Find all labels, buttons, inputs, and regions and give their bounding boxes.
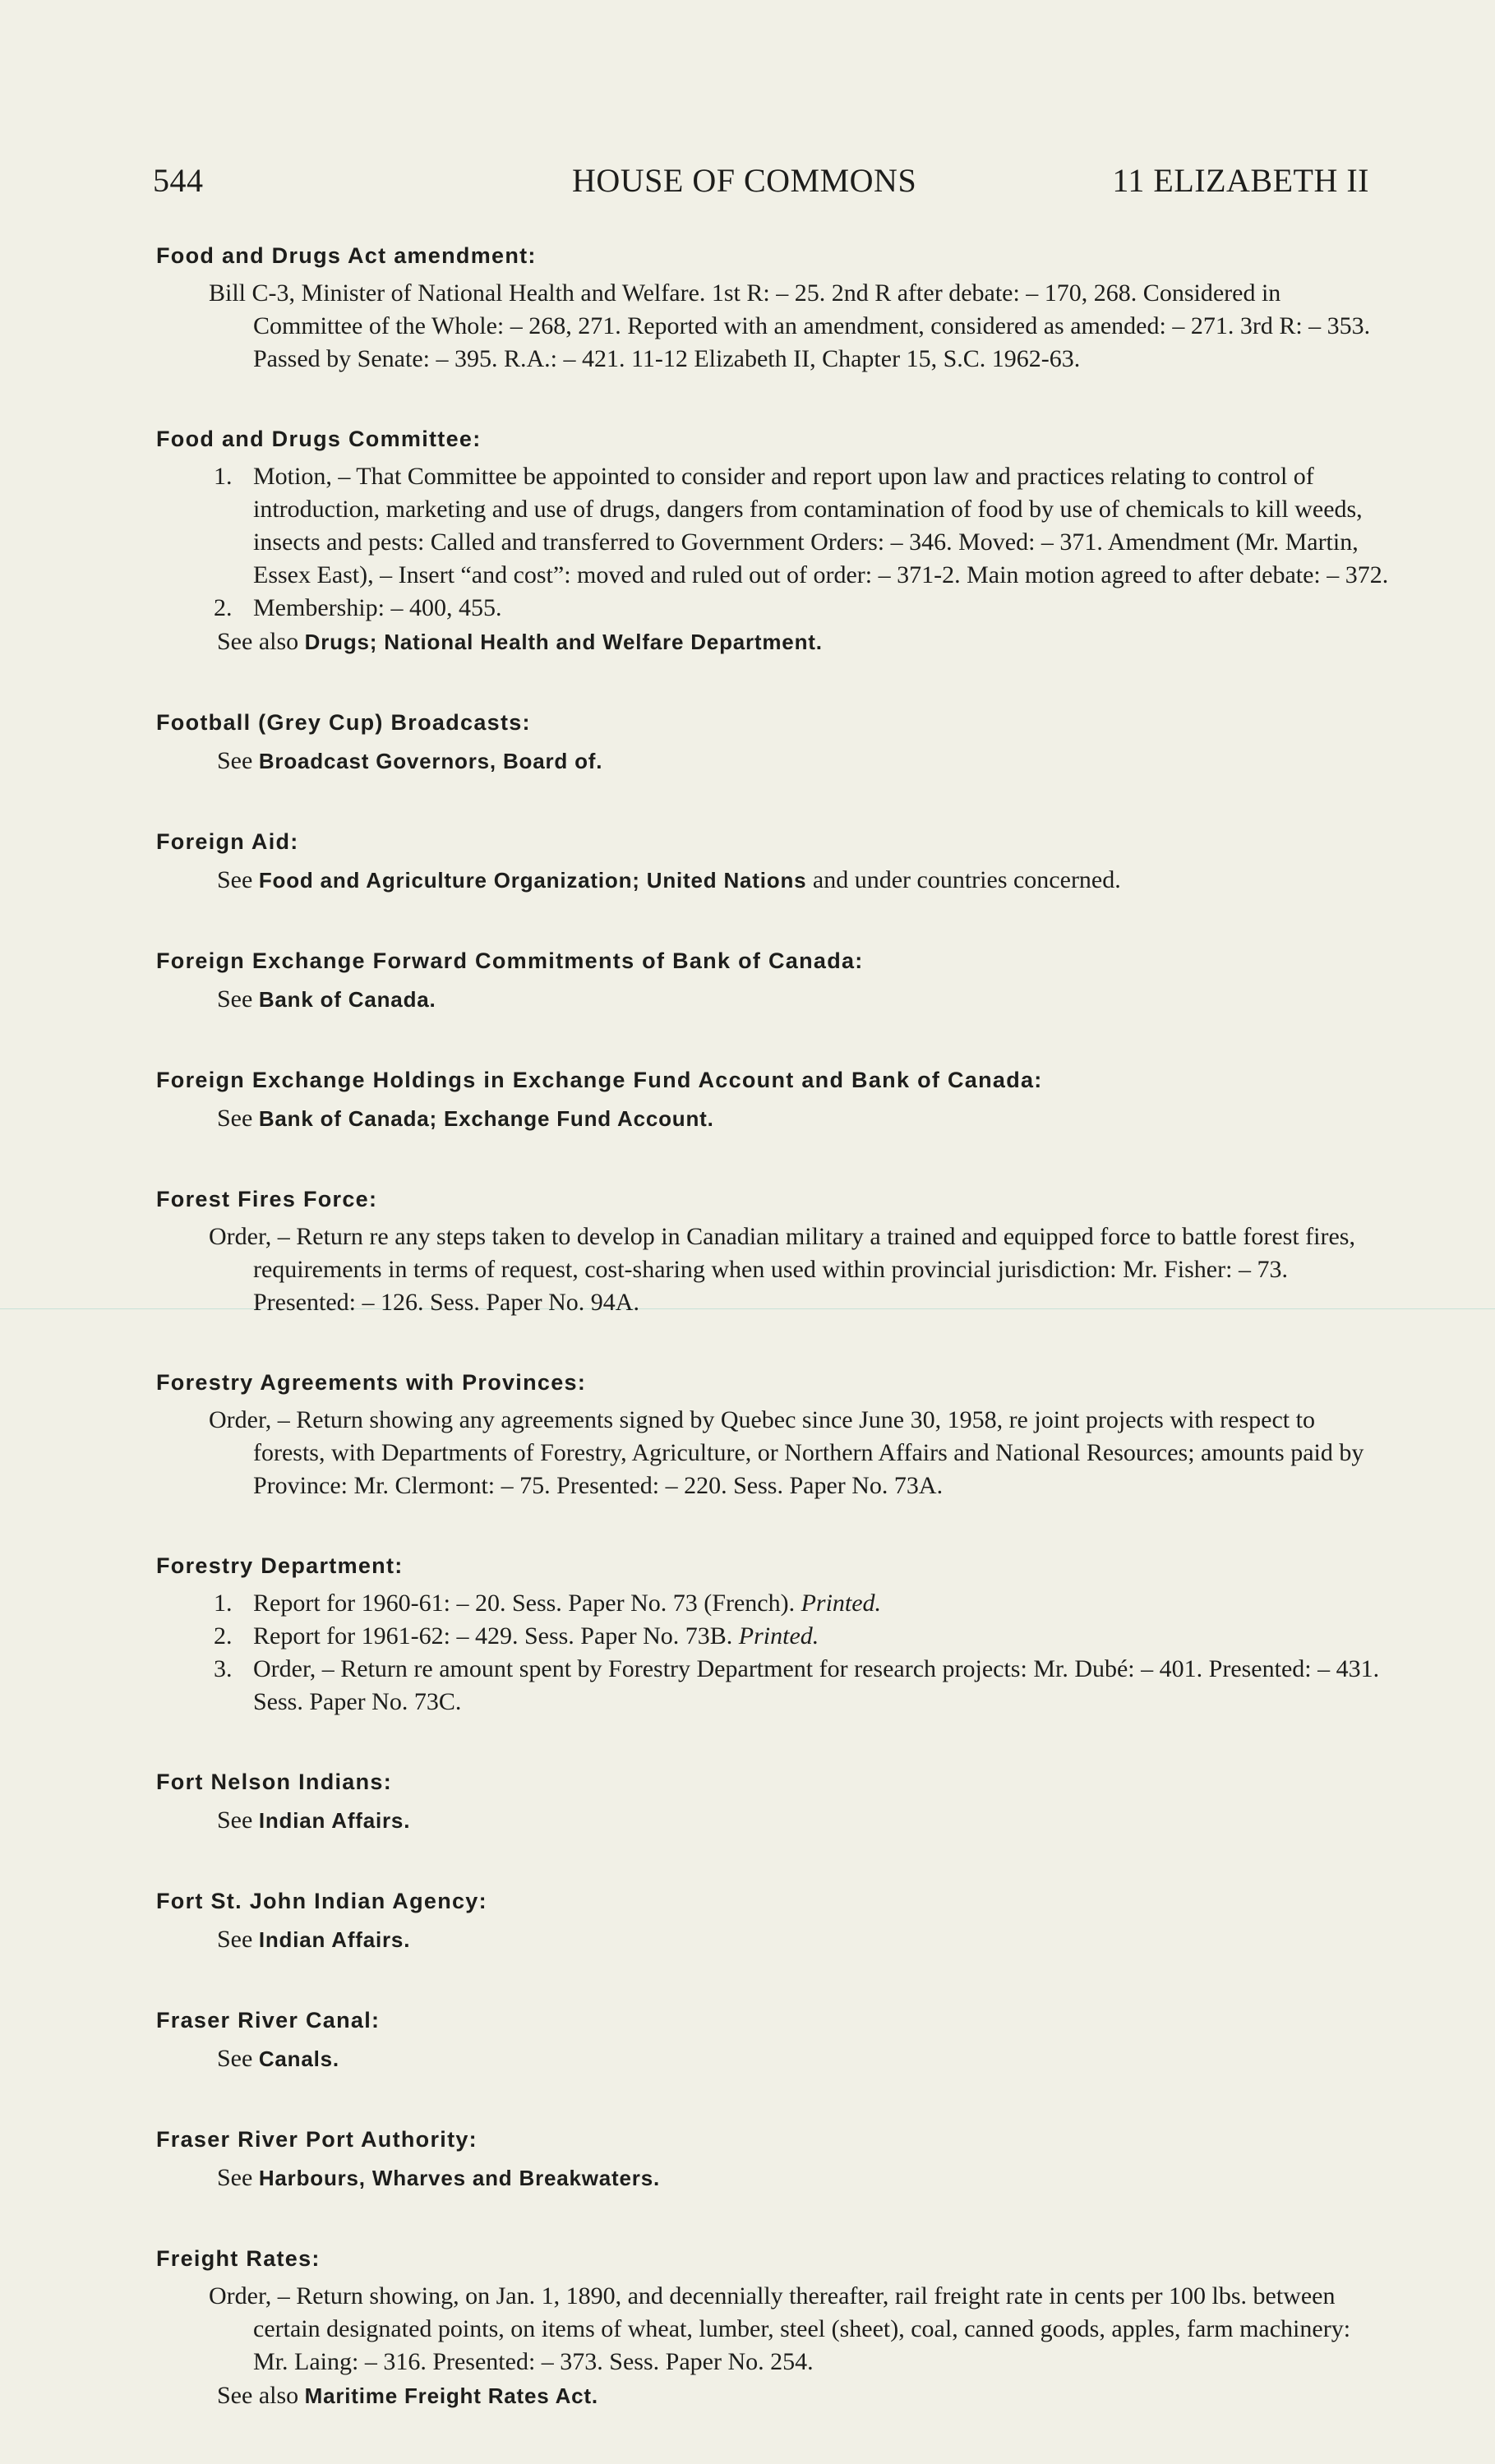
cross-reference: [217, 982, 1389, 1017]
see-target: Drugs; National Health and Welfare Department.: [304, 630, 823, 654]
see-target: Indian Affairs.: [258, 1927, 411, 1952]
index-entry: [156, 710, 1389, 778]
see-prefix: See also: [217, 2382, 299, 2409]
item-number: 2.: [214, 1622, 233, 1650]
see-prefix: See: [217, 1806, 253, 1834]
numbered-item: [214, 1653, 1389, 1719]
entry-heading: Forestry Agreements with Provinces:: [156, 1370, 587, 1395]
see-target: Broadcast Governors, Board of.: [258, 749, 603, 773]
cross-reference: [217, 1803, 1389, 1838]
entry-heading: Fraser River Port Authority:: [156, 2127, 478, 2152]
index-entry: [156, 1553, 1389, 1719]
see-prefix: See: [217, 2045, 253, 2072]
entry-item: Order, – Return showing, on Jan. 1, 1890, and decennially thereafter, rail freight rate in cents per 100 lbs. between certain designated points, on items of wheat, lumber, steel (sheet), coal, canned goods, apples, farm machinery: Mr. Laing: – 316. Presented: – 373. Sess. Paper No. 254.: [209, 2282, 1351, 2375]
numbered-item: [214, 1587, 1389, 1620]
item-number: 1.: [214, 463, 233, 490]
entry-heading: Forest Fires Force:: [156, 1187, 378, 1211]
item-text: Order, – Return re amount spent by Forestry Department for research projects: Mr. Dubé: – 401. Presented: – 431. Sess. Paper No. 73C.: [253, 1655, 1380, 1715]
index-entries: [156, 243, 1389, 2464]
entry-heading: Fraser River Canal:: [156, 2008, 381, 2033]
item-note: Printed.: [801, 1590, 882, 1617]
index-entry: [156, 2127, 1389, 2195]
index-entry: [156, 243, 1389, 376]
item-number: 3.: [214, 1655, 233, 1682]
cross-reference: [217, 2042, 1389, 2076]
cross-reference: [217, 2161, 1389, 2195]
entry-item: Order, – Return re any steps taken to develop in Canadian military a trained and equipped force to battle forest fires, requirements in terms of request, cost-sharing when used within provincial jurisdiction: Mr. Fisher: – 73. Presented: – 126. Sess. Paper No. 94A.: [209, 1223, 1355, 1316]
numbered-item: [214, 1620, 1389, 1653]
entry-item: Order, – Return showing any agreements signed by Quebec since June 30, 1958, re joint projects with respect to forests, with Departments of Forestry, Agriculture, or Northern Affairs and National Resources; amounts paid by Province: Mr. Clermont: – 75. Presented: – 220. Sess. Paper No. 73A.: [209, 1406, 1364, 1499]
see-prefix: See also: [217, 628, 299, 655]
see-target: Canals.: [258, 2046, 339, 2071]
see-target: Bank of Canada; Exchange Fund Account.: [258, 1106, 714, 1131]
cross-reference: [217, 863, 1389, 897]
numbered-item: [214, 592, 1389, 625]
cross-reference: [217, 1101, 1389, 1136]
entry-item: Bill C-3, Minister of National Health and Welfare. 1st R: – 25. 2nd R after debate: – 170, 268. Considered in Committee of the Whole: – 268, 271. Reported with an amendment, considered as amended: – 271. 3rd R: – 353. Passed by Senate: – 395. R.A.: – 421. 11-12 Elizabeth II, Chapter 15, S.C. 1962-63.: [209, 279, 1371, 372]
item-text: Membership: – 400, 455.: [253, 594, 502, 621]
item-text: Report for 1961-62: – 429. Sess. Paper No. 73B.: [253, 1622, 733, 1650]
see-prefix: See: [217, 2164, 253, 2191]
see-target: Maritime Freight Rates Act.: [304, 2383, 598, 2408]
entry-heading: Foreign Exchange Holdings in Exchange Fund Account and Bank of Canada:: [156, 1068, 1043, 1092]
item-number: 1.: [214, 1590, 233, 1617]
index-entry: [156, 1187, 1389, 1319]
index-entry: [156, 1370, 1389, 1502]
index-entry: [156, 1889, 1389, 1957]
entry-heading: Fort Nelson Indians:: [156, 1770, 393, 1794]
item-text: Motion, – That Committee be appointed to consider and report upon law and practices relating to control of introduction, marketing and use of drugs, dangers from contamination of food by use of chemicals to kill weeds, insects and pests: Called and transferred to Government Orders: – 346. Moved: – 371. Amendment (Mr. Martin, Essex East), – Insert “and cost”: moved and ruled out of order: – 371-2. Main motion agreed to after debate: – 372.: [253, 463, 1389, 588]
entry-heading: Foreign Exchange Forward Commitments of Bank of Canada:: [156, 948, 864, 973]
item-number: 2.: [214, 594, 233, 621]
cross-reference: [217, 1922, 1389, 1957]
see-prefix: See: [217, 747, 253, 774]
entry-heading: Food and Drugs Committee:: [156, 427, 482, 451]
regnal-year: 11 ELIZABETH II: [1112, 162, 1369, 199]
entry-heading: Foreign Aid:: [156, 829, 299, 854]
entry-heading: Forestry Department:: [156, 1553, 404, 1578]
cross-reference: [217, 2379, 1389, 2413]
see-target: Bank of Canada.: [258, 987, 436, 1012]
numbered-item: [214, 460, 1389, 592]
entry-heading: Fort St. John Indian Agency:: [156, 1889, 487, 1913]
see-prefix: See: [217, 866, 253, 893]
index-entry: [156, 1068, 1389, 1136]
index-entry: [156, 2008, 1389, 2076]
see-prefix: See: [217, 1105, 253, 1132]
see-target: Indian Affairs.: [258, 1808, 411, 1833]
index-entry: [156, 1770, 1389, 1838]
see-prefix: See: [217, 1926, 253, 1953]
see-prefix: See: [217, 985, 253, 1013]
index-entry: [156, 829, 1389, 897]
entry-heading: Football (Grey Cup) Broadcasts:: [156, 710, 531, 735]
index-entry: [156, 427, 1389, 659]
running-title: HOUSE OF COMMONS: [572, 162, 917, 199]
cross-reference: [217, 625, 1389, 659]
see-target: Food and Agriculture Organization; United Nations: [258, 868, 807, 893]
see-target: Harbours, Wharves and Breakwaters.: [258, 2166, 660, 2190]
item-text: Report for 1960-61: – 20. Sess. Paper No. 73 (French).: [253, 1590, 796, 1617]
page-number: 544: [153, 162, 204, 199]
see-suffix: and under countries concerned.: [812, 866, 1121, 893]
index-entry: [156, 948, 1389, 1017]
entry-heading: Freight Rates:: [156, 2246, 321, 2271]
item-note: Printed.: [738, 1622, 819, 1650]
index-entry: [156, 2246, 1389, 2413]
cross-reference: [217, 744, 1389, 778]
entry-heading: Food and Drugs Act amendment:: [156, 243, 537, 268]
